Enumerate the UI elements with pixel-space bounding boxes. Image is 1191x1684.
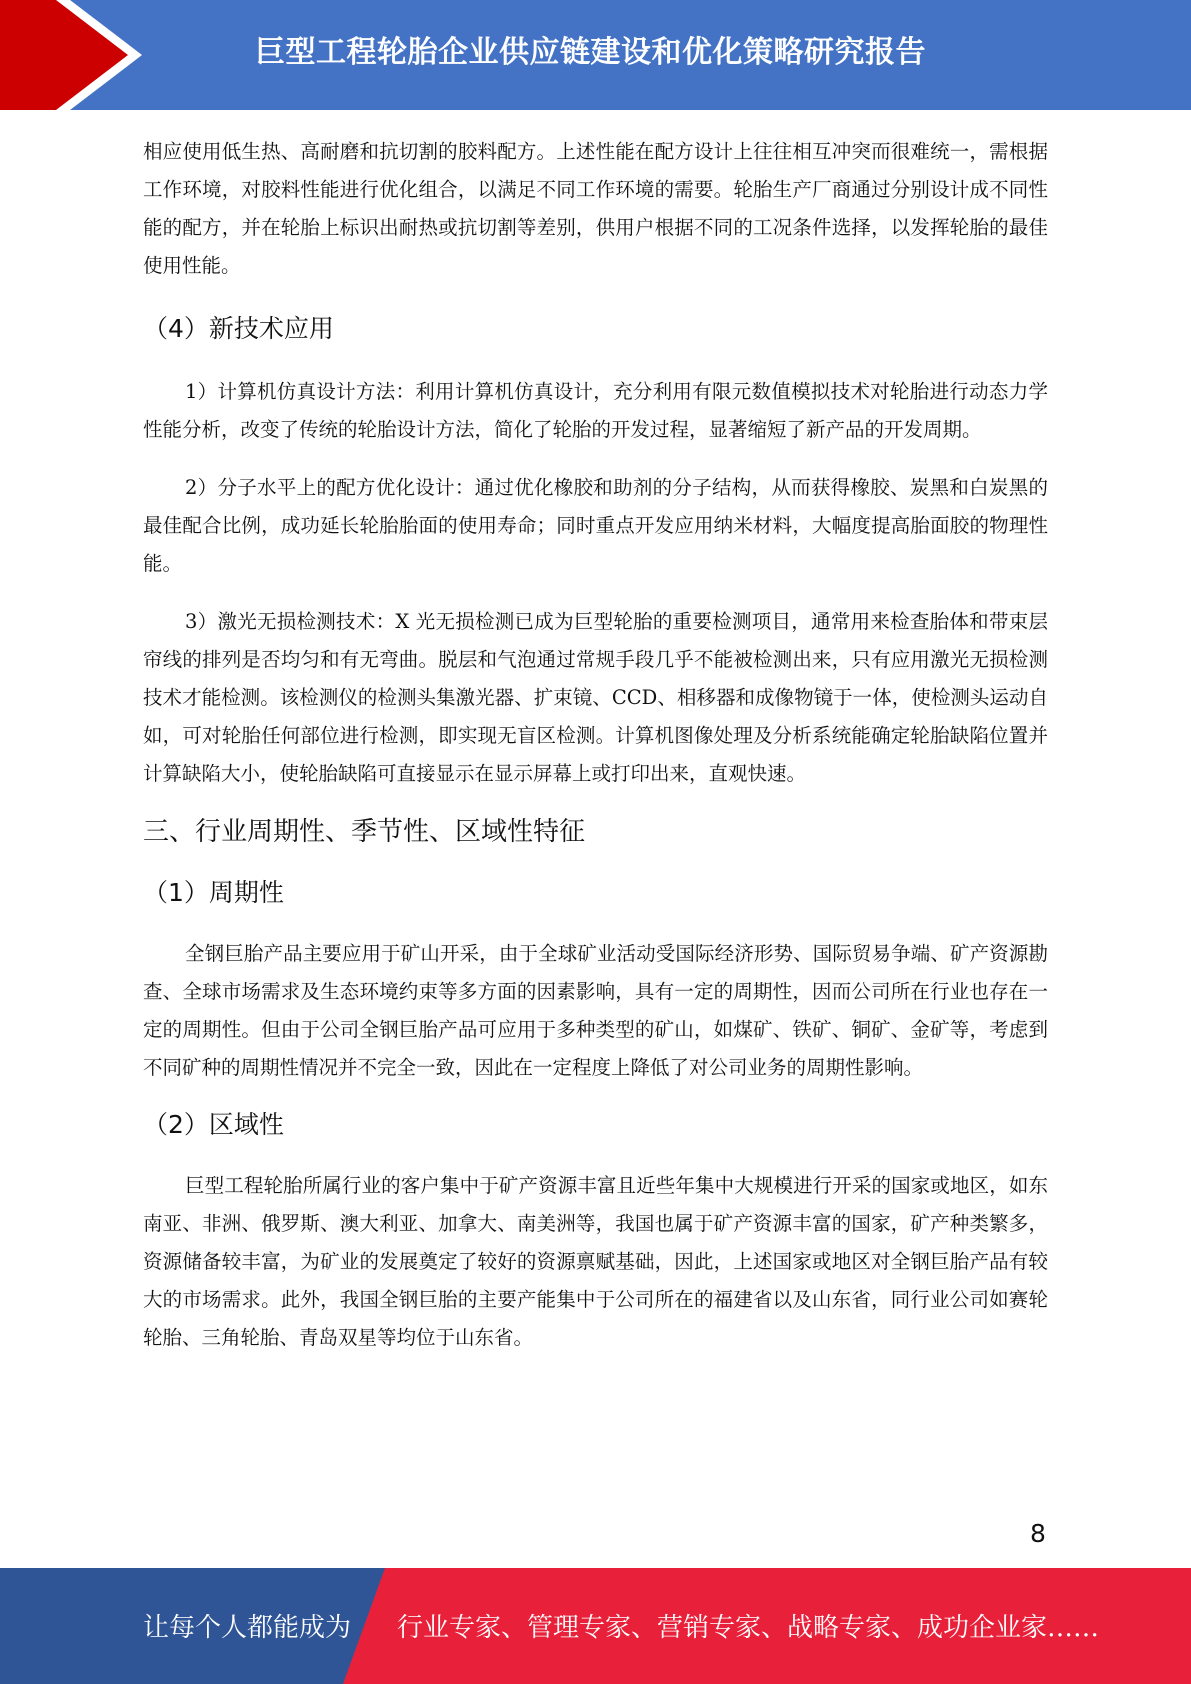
heading-cyclical: （1）周期性 — [143, 878, 284, 907]
paragraph-regional: 巨型工程轮胎所属行业的客户集中于矿产资源丰富且近些年集中大规模进行开采的国家或地区，如东南亚、非洲、俄罗斯、澳大利亚、加拿大、南美洲等，我国也属于矿产资源丰富的国家，矿产种类繁多，资源储备较丰富，为矿业的发展奠定了较好的资源禀赋基础，因此，上述国家或地区对全钢巨胎产品有较大的市场需求。此外，我国全钢巨胎的主要产能集中于公司所在的福建省以及山东省，同行业公司如赛轮轮胎、三角轮胎、青岛双星等均位于山东省。 — [143, 1174, 1048, 1349]
header-banner — [0, 0, 1191, 110]
paragraph-tech-laser: 3）激光无损检测技术：X 光无损检测已成为巨型轮胎的重要检测项目，通常用来检查胎体和带束层帘线的排列是否均匀和有无弯曲。脱层和气泡通过常规手段几乎不能被检测出来，只有应用激光无损检测技术才能检测。该检测仪的检测头集激光器、扩束镜、CCD、相移器和成像物镜于一体，使检测头运动自如，可对轮胎任何部位进行检测，即实现无盲区检测。计算机图像处理及分析系统能确定轮胎缺陷位置并计算缺陷大小，使轮胎缺陷可直接显示在显示屏幕上或打印出来，直观快速。 — [143, 610, 1048, 785]
paragraph-tech-formula: 2）分子水平上的配方优化设计：通过优化橡胶和助剂的分子结构，从而获得橡胶、炭黑和白炭黑的最佳配合比例，成功延长轮胎胎面的使用寿命；同时重点开发应用纳米材料，大幅度提高胎面胶的物理性能。 — [143, 476, 1048, 575]
footer-slogan-right: 行业专家、管理专家、营销专家、战略专家、成功企业家…… — [397, 1613, 1100, 1643]
heading-section-three: 三、行业周期性、季节性、区域性特征 — [143, 817, 586, 847]
heading-new-technology: （4）新技术应用 — [143, 314, 334, 343]
footer-banner — [0, 1568, 1191, 1684]
paragraph-intro: 相应使用低生热、高耐磨和抗切割的胶料配方。上述性能在配方设计上往往相互冲突而很难统一，需根据工作环境，对胶料性能进行优化组合，以满足不同工作环境的需要。轮胎生产厂商通过分别设计成不同性能的配方，并在轮胎上标识出耐热或抗切割等差别，供用户根据不同的工况条件选择，以发挥轮胎的最佳使用性能。 — [143, 140, 1048, 277]
footer-slogan-left: 让每个人都能成为 — [143, 1613, 352, 1643]
page-content — [143, 133, 1048, 1357]
red-chevron-decoration — [0, 0, 160, 110]
report-title: 巨型工程轮胎企业供应链建设和优化策略研究报告 — [255, 35, 926, 70]
paragraph-tech-simulation: 1）计算机仿真设计方法：利用计算机仿真设计，充分利用有限元数值模拟技术对轮胎进行动态力学性能分析，改变了传统的轮胎设计方法，简化了轮胎的开发过程，显著缩短了新产品的开发周期。 — [143, 380, 1048, 441]
paragraph-cyclical: 全钢巨胎产品主要应用于矿山开采，由于全球矿业活动受国际经济形势、国际贸易争端、矿产资源勘查、全球市场需求及生态环境约束等多方面的因素影响，具有一定的周期性，因而公司所在行业也存在一定的周期性。但由于公司全钢巨胎产品可应用于多种类型的矿山，如煤矿、铁矿、铜矿、金矿等，考虑到不同矿种的周期性情况并不完全一致，因此在一定程度上降低了对公司业务的周期性影响。 — [143, 942, 1048, 1079]
page-number: 8 — [1030, 1519, 1046, 1548]
heading-regional: （2）区域性 — [143, 1110, 284, 1139]
